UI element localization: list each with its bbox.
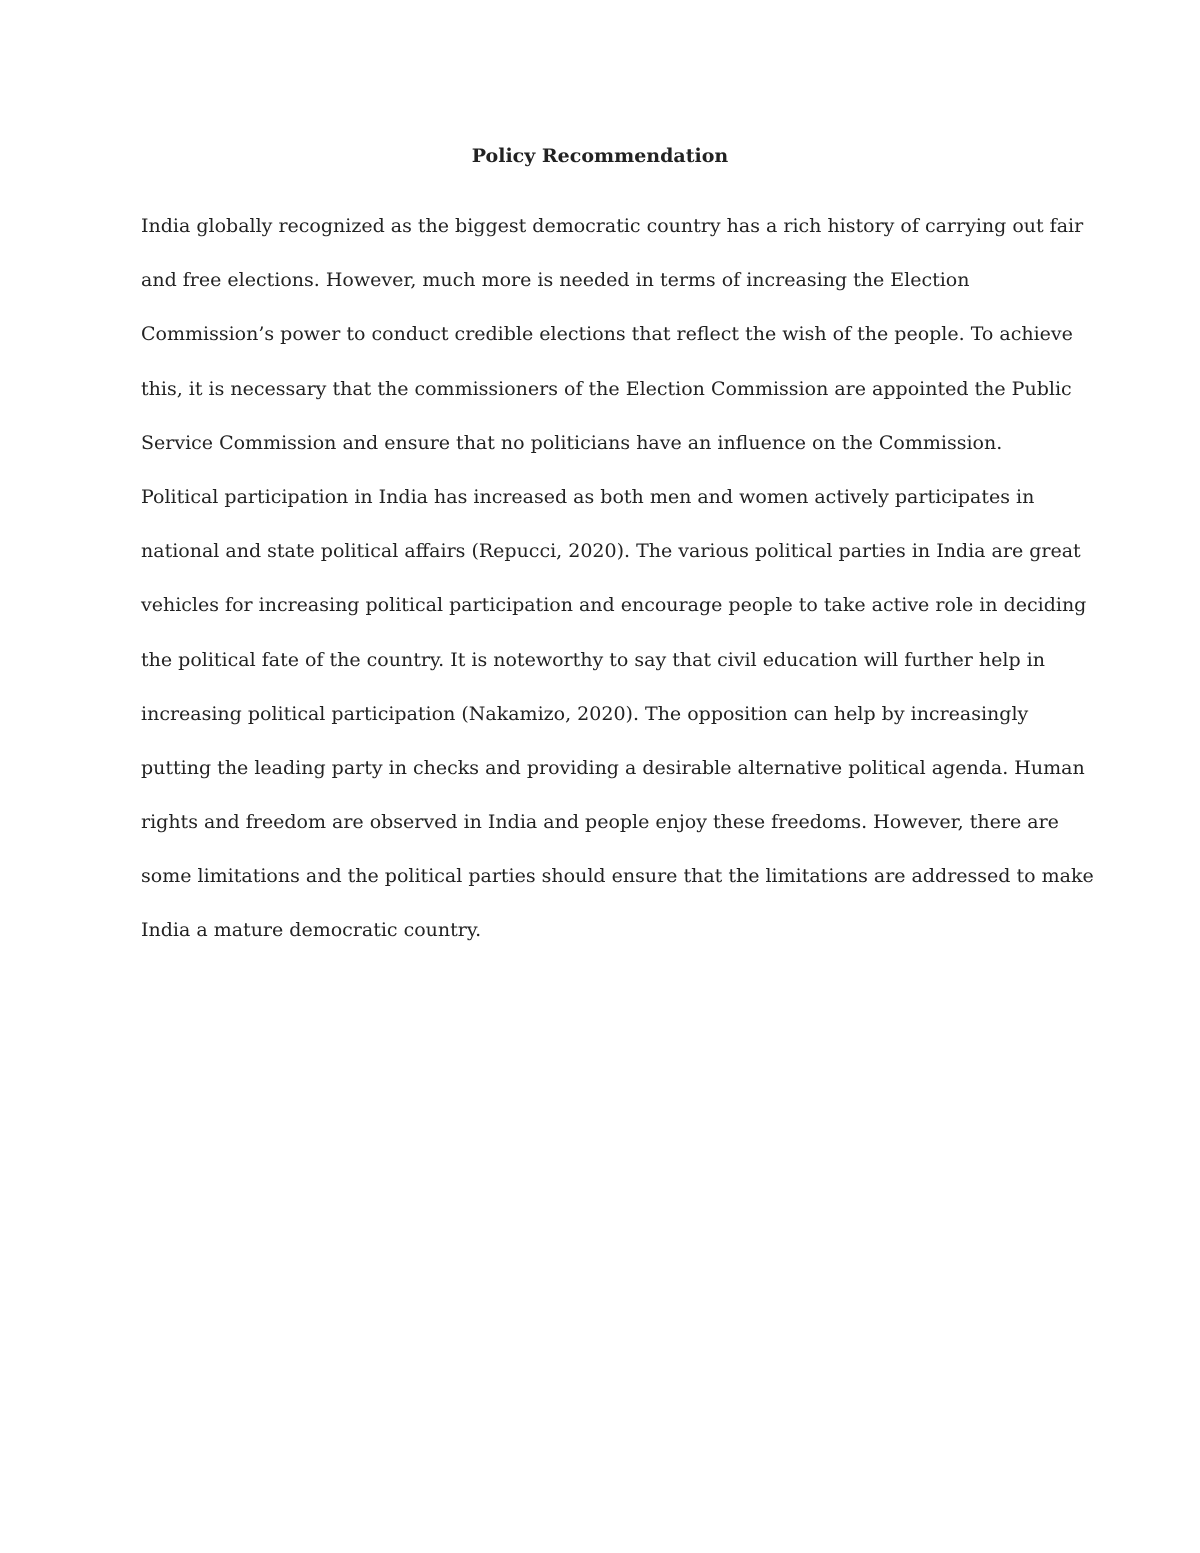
body-line: vehicles for increasing political participation and encourage people to take active role in deciding [141, 594, 1087, 617]
body-line: the political fate of the country. It is noteworthy to say that civil education will further help in [141, 648, 1045, 671]
body-line: rights and freedom are observed in India and people enjoy these freedoms. However, there are [141, 811, 1059, 834]
body-line: this, it is necessary that the commissioners of the Election Commission are appointed the Public [141, 377, 1072, 400]
body-line: Political participation in India has increased as both men and women actively participates in [141, 485, 1035, 508]
body-line: India a mature democratic country. [141, 919, 482, 942]
body-line: and free elections. However, much more is needed in terms of increasing the Election [141, 269, 970, 292]
body-line: India globally recognized as the biggest democratic country has a rich history of carrying out fair [141, 215, 1084, 237]
document-body [141, 211, 1094, 970]
body-line: Service Commission and ensure that no politicians have an influence on the Commission. [141, 431, 1003, 454]
body-line: putting the leading party in checks and providing a desirable alternative political agenda. Human [141, 756, 1085, 779]
body-line: national and state political affairs (Repucci, 2020). The various political parties in India are great [141, 540, 1081, 563]
body-line: some limitations and the political parties should ensure that the limitations are addressed to make [141, 865, 1094, 888]
document-title: Policy Recommendation [471, 145, 729, 167]
body-line: increasing political participation (Nakamizo, 2020). The opposition can help by increasingly [141, 702, 1029, 725]
body-line: Commission’s power to conduct credible elections that reflect the wish of the people. To achieve [141, 323, 1073, 346]
